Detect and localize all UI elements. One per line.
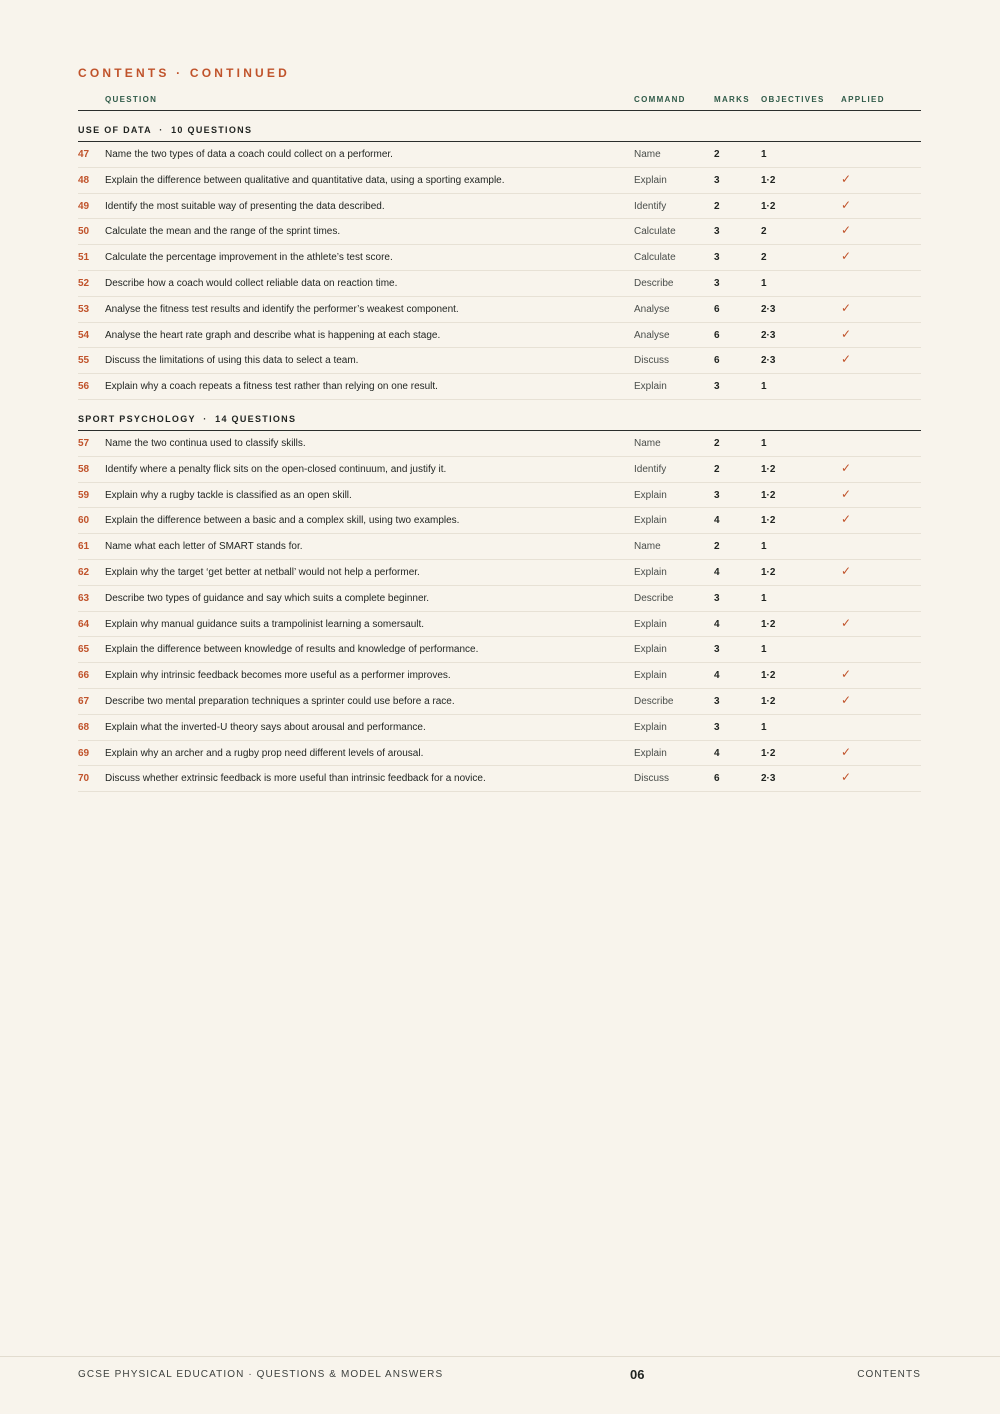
objectives-value: 2 xyxy=(761,252,767,264)
question-text: Analyse the fitness test results and identify the performer’s weakest component. xyxy=(105,303,459,315)
question-number: 57 xyxy=(78,437,90,449)
objectives-value: 2·3 xyxy=(761,329,776,341)
table-row[interactable] xyxy=(78,219,921,245)
question-text: Name the two types of data a coach could collect on a performer. xyxy=(105,149,393,160)
table-row[interactable] xyxy=(78,663,921,689)
marks-value: 3 xyxy=(714,174,720,186)
question-text: Explain the difference between knowledge of results and knowledge of performance. xyxy=(105,644,479,656)
applied-check-icon: ✓ xyxy=(841,615,852,630)
applied-check-icon: ✓ xyxy=(841,692,852,707)
question-text: Identify the most suitable way of presenting the data described. xyxy=(105,200,385,212)
marks-value: 4 xyxy=(714,670,720,682)
question-text: Describe two types of guidance and say which suits a complete beginner. xyxy=(105,592,430,604)
marks-value: 3 xyxy=(714,695,720,707)
command-word: Explain xyxy=(634,747,667,759)
question-text: Explain the difference between a basic and a complex skill, using two examples. xyxy=(105,515,460,527)
page-footer xyxy=(0,1356,1000,1414)
question-number: 69 xyxy=(78,747,90,759)
marks-value: 6 xyxy=(714,303,720,315)
objectives-value: 2·3 xyxy=(761,355,776,367)
table-row[interactable] xyxy=(78,508,921,534)
applied-check-icon: ✓ xyxy=(841,300,852,315)
applied-check-icon: ✓ xyxy=(841,171,852,186)
question-number: 63 xyxy=(78,592,90,604)
objectives-value: 1 xyxy=(761,277,767,289)
marks-value: 3 xyxy=(714,226,720,238)
contents-table xyxy=(78,92,921,792)
objectives-value: 1·2 xyxy=(761,174,776,186)
objectives-value: 1 xyxy=(761,437,767,449)
command-word: Describe xyxy=(634,592,674,604)
applied-check-icon: ✓ xyxy=(841,667,852,682)
marks-value: 3 xyxy=(714,489,720,501)
question-text: Explain what the inverted-U theory says about arousal and performance. xyxy=(105,721,426,733)
applied-check-icon: ✓ xyxy=(841,512,852,527)
question-text: Name the two continua used to classify skills. xyxy=(105,437,306,449)
marks-value: 2 xyxy=(714,149,720,160)
question-text: Identify where a penalty flick sits on the open-closed continuum, and justify it. xyxy=(105,463,447,475)
question-text: Calculate the percentage improvement in the athlete’s test score. xyxy=(105,252,393,264)
marks-value: 2 xyxy=(714,463,720,475)
marks-value: 3 xyxy=(714,721,720,733)
question-number: 68 xyxy=(78,721,90,733)
applied-check-icon: ✓ xyxy=(841,223,852,238)
objectives-value: 2 xyxy=(761,226,767,238)
sections xyxy=(78,111,921,792)
question-text: Explain why manual guidance suits a trampolinist learning a somersault. xyxy=(105,618,425,630)
marks-value: 3 xyxy=(714,381,720,393)
command-word: Explain xyxy=(634,381,667,393)
objectives-value: 1 xyxy=(761,149,767,160)
question-number: 54 xyxy=(78,329,90,341)
marks-value: 6 xyxy=(714,329,720,341)
question-number: 56 xyxy=(78,381,90,393)
applied-check-icon: ✓ xyxy=(841,460,852,475)
objectives-value: 2·3 xyxy=(761,303,776,315)
objectives-value: 1·2 xyxy=(761,515,776,527)
table-row[interactable] xyxy=(78,534,921,560)
command-word: Explain xyxy=(634,174,667,186)
question-text: Discuss the limitations of using this data to select a team. xyxy=(105,355,359,367)
objectives-value: 1·2 xyxy=(761,747,776,759)
question-number: 47 xyxy=(78,149,90,160)
question-number: 55 xyxy=(78,355,90,367)
command-word: Discuss xyxy=(634,773,670,785)
command-word: Describe xyxy=(634,277,674,289)
table-row[interactable] xyxy=(78,142,921,168)
question-number: 49 xyxy=(78,200,90,212)
table-header xyxy=(78,92,921,111)
marks-value: 3 xyxy=(714,277,720,289)
question-text: Explain why a coach repeats a fitness test rather than relying on one result. xyxy=(105,381,438,393)
question-number: 59 xyxy=(78,489,90,501)
objectives-value: 1·2 xyxy=(761,618,776,630)
command-word: Name xyxy=(634,149,661,160)
footer-book-title: GCSE PHYSICAL EDUCATION · QUESTIONS & MODEL ANSWERS xyxy=(78,1369,444,1380)
table-row[interactable] xyxy=(78,560,921,586)
column-header-applied: APPLIED xyxy=(841,95,885,104)
footer-section-link[interactable]: CONTENTS xyxy=(857,1369,921,1380)
section-header xyxy=(78,111,921,142)
question-number: 51 xyxy=(78,252,90,264)
table-row[interactable] xyxy=(78,431,921,457)
page-title: CONTENTS · CONTINUED xyxy=(78,66,290,80)
applied-check-icon: ✓ xyxy=(841,326,852,341)
question-text: Explain why the target ‘get better at netball’ would not help a performer. xyxy=(105,566,420,578)
command-word: Explain xyxy=(634,515,667,527)
question-text: Describe how a coach would collect reliable data on reaction time. xyxy=(105,277,398,289)
command-word: Explain xyxy=(634,721,667,733)
question-text: Describe two mental preparation techniques a sprinter could use before a race. xyxy=(105,695,455,707)
question-text: Analyse the heart rate graph and describe what is happening at each stage. xyxy=(105,329,441,341)
command-word: Explain xyxy=(634,644,667,656)
marks-value: 4 xyxy=(714,566,720,578)
marks-value: 3 xyxy=(714,644,720,656)
table-row[interactable] xyxy=(78,297,921,323)
section-header xyxy=(78,400,921,431)
applied-check-icon: ✓ xyxy=(841,249,852,264)
table-row[interactable] xyxy=(78,689,921,715)
section-title: SPORT PSYCHOLOGY · 14 QUESTIONS xyxy=(78,413,297,424)
question-number: 53 xyxy=(78,303,90,315)
command-word: Identify xyxy=(634,463,667,475)
table-row[interactable] xyxy=(78,194,921,220)
marks-value: 4 xyxy=(714,747,720,759)
question-text: Explain why an archer and a rugby prop need different levels of arousal. xyxy=(105,747,424,759)
question-number: 65 xyxy=(78,644,90,656)
objectives-value: 1·2 xyxy=(761,489,776,501)
column-header-marks: MARKS xyxy=(714,95,750,104)
question-number: 58 xyxy=(78,463,90,475)
objectives-value: 1 xyxy=(761,381,767,393)
marks-value: 2 xyxy=(714,541,720,553)
objectives-value: 1 xyxy=(761,592,767,604)
command-word: Analyse xyxy=(634,303,670,315)
question-number: 60 xyxy=(78,515,90,527)
command-word: Name xyxy=(634,437,661,449)
question-number: 67 xyxy=(78,695,90,707)
table-row[interactable] xyxy=(78,348,921,374)
objectives-value: 2·3 xyxy=(761,773,776,785)
question-text: Calculate the mean and the range of the sprint times. xyxy=(105,226,341,238)
command-word: Explain xyxy=(634,618,667,630)
objectives-value: 1 xyxy=(761,721,767,733)
table-row[interactable] xyxy=(78,271,921,297)
marks-value: 4 xyxy=(714,618,720,630)
command-word: Explain xyxy=(634,566,667,578)
objectives-value: 1·2 xyxy=(761,670,776,682)
marks-value: 4 xyxy=(714,515,720,527)
command-word: Explain xyxy=(634,670,667,682)
table-row[interactable] xyxy=(78,612,921,638)
section-title: USE OF DATA · 10 QUESTIONS xyxy=(78,125,253,135)
question-number: 70 xyxy=(78,773,90,785)
table-row[interactable] xyxy=(78,168,921,194)
objectives-value: 1·2 xyxy=(761,695,776,707)
applied-check-icon: ✓ xyxy=(841,486,852,501)
command-word: Calculate xyxy=(634,226,676,238)
command-word: Describe xyxy=(634,695,674,707)
command-word: Calculate xyxy=(634,252,676,264)
question-text: Name what each letter of SMART stands for. xyxy=(105,541,303,553)
command-word: Explain xyxy=(634,489,667,501)
question-number: 66 xyxy=(78,670,90,682)
marks-value: 2 xyxy=(714,200,720,212)
objectives-value: 1·2 xyxy=(761,566,776,578)
command-word: Discuss xyxy=(634,355,670,367)
table-row[interactable] xyxy=(78,637,921,663)
objectives-value: 1 xyxy=(761,541,767,553)
objectives-value: 1·2 xyxy=(761,463,776,475)
question-text: Explain why a rugby tackle is classified as an open skill. xyxy=(105,489,352,501)
applied-check-icon: ✓ xyxy=(841,352,852,367)
page-number: 06 xyxy=(630,1367,645,1382)
table-row[interactable] xyxy=(78,483,921,509)
objectives-value: 1 xyxy=(761,644,767,656)
command-word: Analyse xyxy=(634,329,670,341)
table-row[interactable] xyxy=(78,323,921,349)
applied-check-icon: ✓ xyxy=(841,563,852,578)
command-word: Identify xyxy=(634,200,667,212)
table-row[interactable] xyxy=(78,586,921,612)
command-word: Name xyxy=(634,541,661,553)
marks-value: 6 xyxy=(714,355,720,367)
question-text: Discuss whether extrinsic feedback is more useful than intrinsic feedback for a novice. xyxy=(105,773,486,785)
question-number: 50 xyxy=(78,226,90,238)
column-header-question: QUESTION xyxy=(105,95,158,104)
question-number: 48 xyxy=(78,174,90,186)
table-row[interactable] xyxy=(78,374,921,400)
marks-value: 2 xyxy=(714,437,720,449)
question-number: 64 xyxy=(78,618,90,630)
applied-check-icon: ✓ xyxy=(841,770,852,785)
question-number: 62 xyxy=(78,566,90,578)
applied-check-icon: ✓ xyxy=(841,744,852,759)
table-row[interactable] xyxy=(78,741,921,767)
applied-check-icon: ✓ xyxy=(841,197,852,212)
marks-value: 3 xyxy=(714,592,720,604)
table-row[interactable] xyxy=(78,715,921,741)
column-header-objectives: OBJECTIVES xyxy=(761,95,825,104)
question-number: 61 xyxy=(78,541,90,553)
objectives-value: 1·2 xyxy=(761,200,776,212)
marks-value: 3 xyxy=(714,252,720,264)
column-header-command: COMMAND xyxy=(634,95,686,104)
table-row[interactable] xyxy=(78,245,921,271)
question-text: Explain why intrinsic feedback becomes more useful as a performer improves. xyxy=(105,670,451,682)
table-row[interactable] xyxy=(78,457,921,483)
marks-value: 6 xyxy=(714,773,720,785)
table-row[interactable] xyxy=(78,766,921,792)
question-number: 52 xyxy=(78,277,90,289)
question-text: Explain the difference between qualitative and quantitative data, using a sporting example. xyxy=(105,174,505,186)
